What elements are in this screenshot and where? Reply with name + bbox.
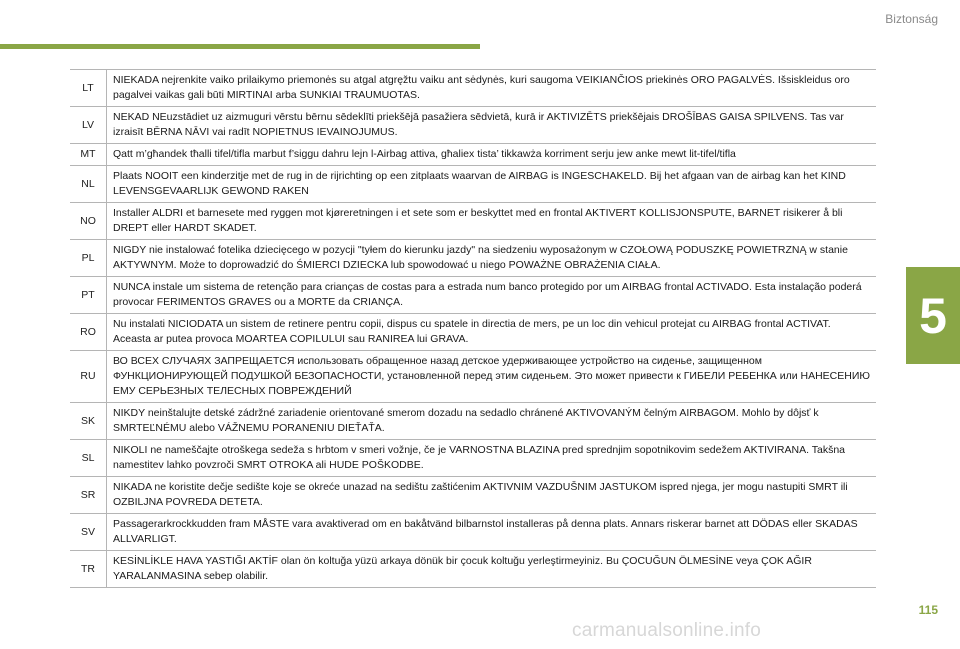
table-row <box>70 166 876 203</box>
table-row <box>70 403 876 440</box>
table-row <box>70 440 876 477</box>
warning-text: Plaats NOOIT een kinderzitje met de rug in de rijrichting op een zitplaats waarvan de AIRBAG is INGESCHAKELD. Bij het afgaan van de airbag kan het KIND LEVENSGEVAARLIJK GEWOND RAKEN <box>113 170 846 197</box>
warning-text: NIEKADA nejrenkite vaiko prilaikymo priemonės su atgal atgręžtu vaiku ant sėdynės, kuri saugoma VEIKIANČIOS priekinės ORO PAGALVĖS. Išsiskleidus oro pagalvei vaikas gali būti MIRTINAI arba SUNKIAI TRAUMUOTAS. <box>113 74 850 101</box>
warning-text: NIKADA ne koristite dečje sedište koje se okreće unazad na sedištu zaštićenim AKTIVNIM VAZDUŠNIM JASTUKOM ispred njega, jer mogu nastupiti SMRT ili OZBILJNA POVREDA DETETA. <box>113 481 848 508</box>
table-row <box>70 240 876 277</box>
warning-text: NUNCA instale um sistema de retenção para crianças de costas para a estrada num banco protegido por um AIRBAG frontal ACTIVADO. Esta instalação poderá provocar FERIMENTOS GRAVES ou a MORTE da CRIANÇA. <box>113 281 862 308</box>
warning-text: KESİNLİKLE HAVA YASTIĞI AKTİF olan ön koltuğa yüzü arkaya dönük bir çocuk koltuğu yerleştirmeyiniz. Bu ÇOCUĞUN ÖLMESİNE veya ÇOK AĞIR YARALANMASINA sebep olabilir. <box>113 555 812 582</box>
warning-text: NIKOLI ne nameščajte otroškega sedeža s hrbtom v smeri vožnje, če je VARNOSTNA BLAZINA pred sprednjim sopotnikovim sedežem AKTIVIRANA. Takšna namestitev lahko povzroči SMRT OTROKA ali HUDE POŠKODBE. <box>113 444 846 471</box>
language-code: NL <box>70 166 107 203</box>
warning-text: ВО ВСЕХ СЛУЧАЯХ ЗАПРЕЩАЕТСЯ использовать обращенное назад детское удерживающее устройство на сиденье, защищенном ФУНКЦИОНИРУЮЩЕЙ ПОДУШКОЙ БЕЗОПАСНОСТИ, установленной перед этим сиденьем. Это может привести к ГИБЕЛИ РЕБЕНКА или НАНЕСЕНИЮ ЕМУ СЕРЬЕЗНЫХ ТЕЛЕСНЫХ ПОВРЕЖДЕНИЙ <box>113 355 870 397</box>
language-code: SV <box>70 514 107 551</box>
language-code: RU <box>70 351 107 403</box>
table-row <box>70 351 876 403</box>
language-code: PL <box>70 240 107 277</box>
language-code: MT <box>70 144 107 166</box>
language-code: PT <box>70 277 107 314</box>
language-code: SR <box>70 477 107 514</box>
language-code: SK <box>70 403 107 440</box>
table-row <box>70 144 876 166</box>
table-row <box>70 70 876 107</box>
warning-text: NIGDY nie instalować fotelika dziecięcego w pozycji "tyłem do kierunku jazdy" na siedzeniu wyposażonym w CZOŁOWĄ PODUSZKĘ POWIETRZNĄ w stanie AKTYWNYM. Może to doprowadzić do ŚMIERCI DZIECKA lub spowodować u niego POWAŻNE OBRAŻENIA CIAŁA. <box>113 244 848 271</box>
warning-text: Installer ALDRI et barnesete med ryggen mot kjøreretningen i et sete som er beskyttet med en frontal AKTIVERT KOLLISJONSPUTE, BARNET risikerer å bli DREPT eller HARDT SKADET. <box>113 207 843 234</box>
section-title: Biztonság <box>885 12 938 26</box>
page-number: 115 <box>918 603 938 617</box>
language-code: RO <box>70 314 107 351</box>
header-accent-bar <box>0 44 480 49</box>
table-row <box>70 277 876 314</box>
warning-text: Passagerarkrockkudden fram MÅSTE vara avaktiverad om en bakåtvänd bilbarnstol installeras på denna plats. Annars riskerar barnet att DÖDAS eller SKADAS ALLVARLIGT. <box>113 518 858 545</box>
language-code: LV <box>70 107 107 144</box>
language-code: TR <box>70 551 107 588</box>
chapter-number: 5 <box>919 287 947 344</box>
language-code: LT <box>70 70 107 107</box>
warning-text: NIKDY neinštalujte detské zádržné zariadenie orientované smerom dozadu na sedadlo chránené AKTIVOVANÝM čelným AIRBAGOM. Mohlo by dôjsť k SMRTEĽNÉMU alebo VÁŽNEMU PORANENIU DIEŤAŤA. <box>113 407 819 434</box>
warning-text: Nu instalati NICIODATA un sistem de retinere pentru copii, dispus cu spatele in directia de mers, pe un loc din vehicul protejat cu AIRBAG frontal ACTIVAT. Aceasta ar putea provoca MOARTEA COPILULUI sau RANIREA lui GRAVA. <box>113 318 831 345</box>
table-row <box>70 477 876 514</box>
warning-text: NEKAD NEuzstādiet uz aizmuguri vērstu bērnu sēdeklīti priekšējā pasažiera sēdvietā, kurā ir AKTIVIZĒTS priekšējais DROŠĪBAS GAISA SPILVENS. Tas var izraisīt BĒRNA NĀVI vai radīt NOPIETNUS IEVAINOJUMUS. <box>113 111 844 138</box>
language-code: SL <box>70 440 107 477</box>
warning-text: Qatt m’għandek tħalli tifel/tifla marbut f’siggu dahru lejn l-Airbag attiva, għaliex tista’ tikkawża korriment serju jew anke mewt lit-tifel/tifla <box>113 148 736 160</box>
chapter-tab <box>906 267 960 364</box>
language-code: NO <box>70 203 107 240</box>
table-row <box>70 314 876 351</box>
language-warning-table <box>70 69 876 588</box>
watermark: carmanualsonline.info <box>572 620 762 641</box>
table-row <box>70 203 876 240</box>
table-row <box>70 551 876 588</box>
table-row <box>70 514 876 551</box>
table-body <box>70 70 876 588</box>
table-row <box>70 107 876 144</box>
